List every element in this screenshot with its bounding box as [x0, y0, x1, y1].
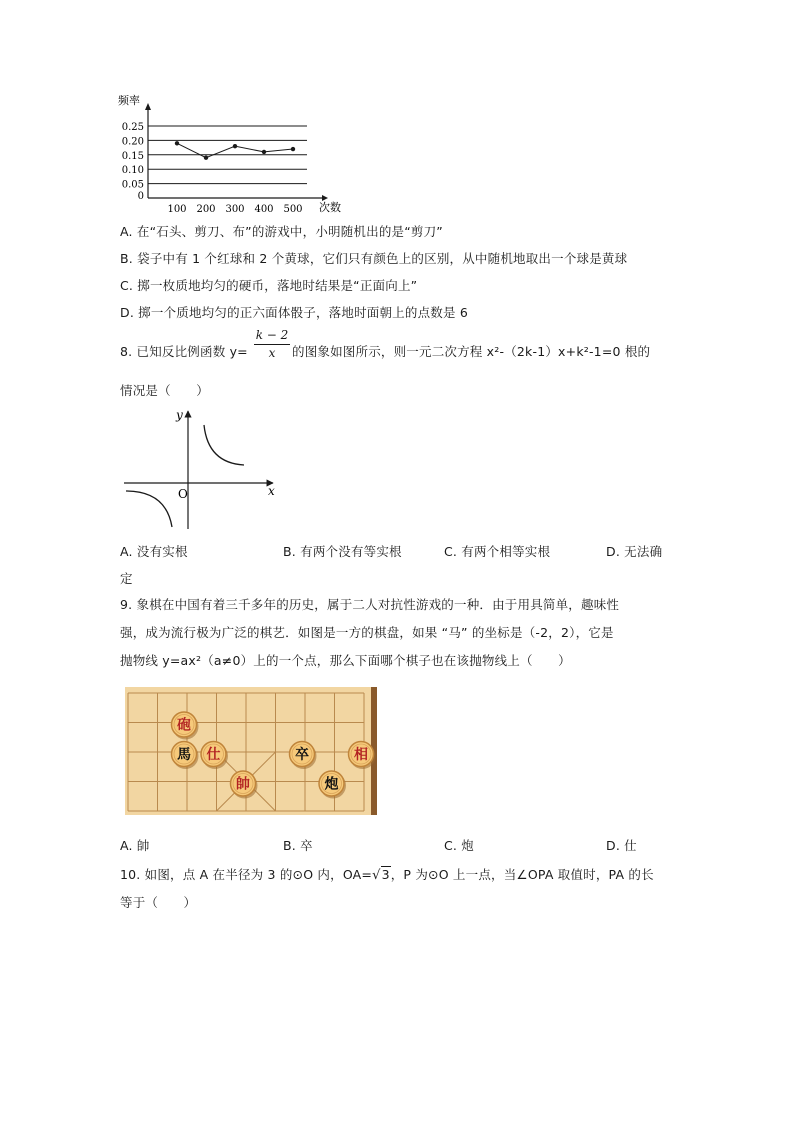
- q8-stem-prefix: 8. 已知反比例函数 y=: [120, 344, 248, 359]
- q8-stem-line2: 情况是（ ）: [120, 383, 209, 398]
- q10-stem-line1: [120, 865, 654, 883]
- data-point: [262, 150, 266, 154]
- piece-char: 相: [354, 747, 368, 763]
- y-tick-label: 0.15: [121, 150, 144, 162]
- y-tick-label: 0.05: [121, 179, 144, 191]
- piece-char: 仕: [206, 747, 221, 763]
- q8-fraction-denominator: x: [268, 346, 276, 360]
- origin-label: O: [178, 487, 188, 501]
- q8-fraction-numerator: k − 2: [255, 328, 289, 342]
- q7-option-c: C. 掷一枚质地均匀的硬币，落地时结果是“正面向上”: [120, 278, 418, 293]
- y-tick-label: 0.10: [121, 165, 144, 177]
- hyperbola-branch-q1: [204, 425, 244, 465]
- hyperbola-graph: [118, 405, 288, 533]
- piece-char: 炮: [324, 776, 339, 793]
- q10-stem-part1: 10. 如图，点 A 在半径为 3 的⊙O 内，OA=: [120, 867, 373, 882]
- piece-char: 砲: [177, 717, 191, 734]
- q8-stem-suffix: 的图象如图所示，则一元二次方程 x²-（2k-1）x+k²-1=0 根的: [292, 344, 651, 359]
- y-axis-title: 频率: [118, 94, 140, 107]
- q7-option-d: D. 掷一个质地均匀的正六面体骰子，落地时面朝上的点数是 6: [120, 305, 468, 320]
- x-tick-label: 400: [254, 204, 274, 215]
- sqrt-radicand: 3: [381, 867, 390, 882]
- piece-char: 帥: [236, 776, 250, 793]
- y-axis-label: y: [176, 408, 183, 422]
- q9-option-b: B. 卒: [283, 838, 313, 853]
- q9-option-a: A. 帥: [120, 838, 150, 853]
- q9-option-c: C. 炮: [444, 838, 474, 853]
- q10-stem-line2: 等于（ ）: [120, 895, 197, 910]
- y-tick-label: 0.20: [121, 136, 144, 148]
- q7-option-a: A. 在“石头、剪刀、布”的游戏中，小明随机出的是“剪刀”: [120, 224, 443, 239]
- hyperbola-branch-q3: [126, 491, 172, 527]
- x-tick-label: 300: [225, 204, 245, 215]
- q9-stem-line1: 9. 象棋在中国有着三千多年的历史，属于二人对抗性游戏的一种．由于用具简单，趣味性: [120, 597, 620, 612]
- q8-option-d-wrap: 定: [120, 571, 133, 586]
- y-tick-label: 0: [137, 191, 144, 202]
- q8-option-a: A. 没有实根: [120, 544, 188, 559]
- y-tick-label: 0.25: [121, 122, 144, 133]
- x-axis-title: 次数: [319, 201, 341, 214]
- sqrt-symbol: √: [372, 868, 381, 883]
- x-axis-label: x: [268, 484, 275, 498]
- q9-stem-line2: 强，成为流行极为广泛的棋艺．如图是一方的棋盘，如果 “马” 的坐标是（-2，2），它是: [120, 625, 614, 640]
- q10-stem-part2: ，P 为⊙O 上一点，当∠OPA 取值时，PA 的长: [390, 867, 654, 882]
- x-tick-label: 500: [283, 204, 303, 215]
- q7-option-b: B. 袋子中有 1 个红球和 2 个黄球，它们只有颜色上的区别，从中随机地取出一个球是黄球: [120, 251, 628, 266]
- data-point: [204, 155, 208, 159]
- piece-char: 馬: [177, 747, 191, 763]
- x-tick-label: 100: [167, 204, 187, 215]
- q9-option-d: D. 仕: [606, 838, 637, 853]
- q8-fraction-bar: [254, 344, 290, 345]
- x-tick-label: 200: [196, 204, 216, 215]
- piece-char: 卒: [295, 747, 309, 763]
- data-point: [233, 144, 237, 148]
- q8-option-c: C. 有两个相等实根: [444, 544, 551, 559]
- frequency-chart: [112, 92, 352, 217]
- chess-board: [125, 687, 377, 815]
- q8-fraction: [254, 328, 290, 360]
- data-point: [291, 147, 295, 151]
- q8-option-d: D. 无法确: [606, 544, 663, 559]
- data-point: [175, 141, 179, 145]
- q9-stem-line3: 抛物线 y=ax²（a≠0）上的一个点，那么下面哪个棋子也在该抛物线上（ ）: [120, 653, 571, 668]
- y-axis-arrow: [145, 103, 151, 110]
- q8-option-b: B. 有两个没有等实根: [283, 544, 402, 559]
